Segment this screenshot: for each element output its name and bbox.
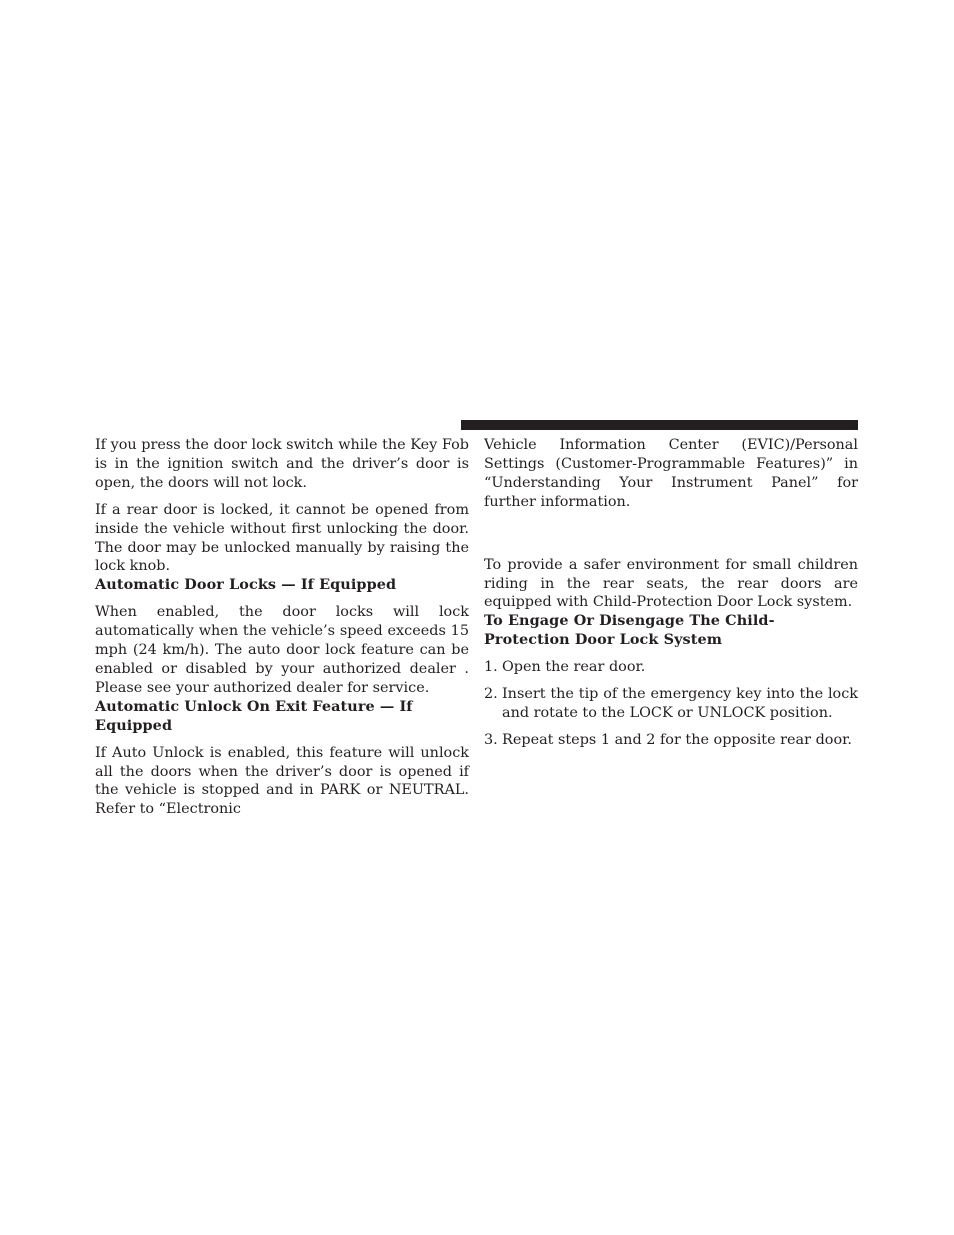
auto-unlock-heading: Automatic Unlock On Exit Feature — If Equipped — [95, 697, 413, 734]
list-item — [484, 731, 858, 750]
step-text: Open the rear door. — [502, 659, 646, 676]
step-text: Insert the tip of the emergency key into the lock and rotate to the LOCK or UNLOCK position. — [502, 686, 858, 721]
section-spacer — [484, 512, 858, 556]
auto-unlock-paragraph: If Auto Unlock is enabled, this feature will unlock all the doors when the driver’s door is opened if the vehicle is stopped and in PARK or NEUTRAL. Refer to “Electronic — [95, 744, 469, 818]
child-protection-intro-paragraph: To provide a safer environment for small children riding in the rear seats, the rear doors are equipped with Child-Protection Door Lock system. — [484, 556, 858, 611]
key-fob-lock-paragraph: If you press the door lock switch while the Key Fob is in the ignition switch and the driver’s door is open, the doors will not lock. — [95, 437, 469, 491]
section-header-bar — [461, 420, 858, 430]
right-column — [484, 436, 858, 750]
step-number: 1. — [484, 659, 498, 676]
rear-door-lock-paragraph: If a rear door is locked, it cannot be opened from inside the vehicle without first unlocking the door. The door may be unlocked manually by raising the lock knob. — [95, 501, 469, 575]
child-protection-heading: To Engage Or Disengage The Child-Protection Door Lock System — [484, 612, 775, 649]
list-item — [484, 685, 858, 723]
automatic-door-locks-heading: Automatic Door Locks — If Equipped — [95, 576, 397, 594]
child-protection-steps — [484, 658, 858, 750]
step-number: 3. — [484, 731, 498, 748]
evic-reference-paragraph: Vehicle Information Center (EVIC)/Personal Settings (Customer-Programmable Features)” in “Understanding Your Instrument Panel” for further information. — [484, 437, 858, 510]
left-column — [95, 436, 469, 819]
list-item — [484, 658, 858, 677]
automatic-door-locks-paragraph: When enabled, the door locks will lock automatically when the vehicle’s speed exceeds 15 mph (24 km/h). The auto door lock feature can be enabled or disabled by your authorized dealer . Please see your authorized dealer for service. — [95, 604, 469, 696]
step-number: 2. — [484, 686, 498, 703]
step-text: Repeat steps 1 and 2 for the opposite rear door. — [502, 731, 853, 748]
